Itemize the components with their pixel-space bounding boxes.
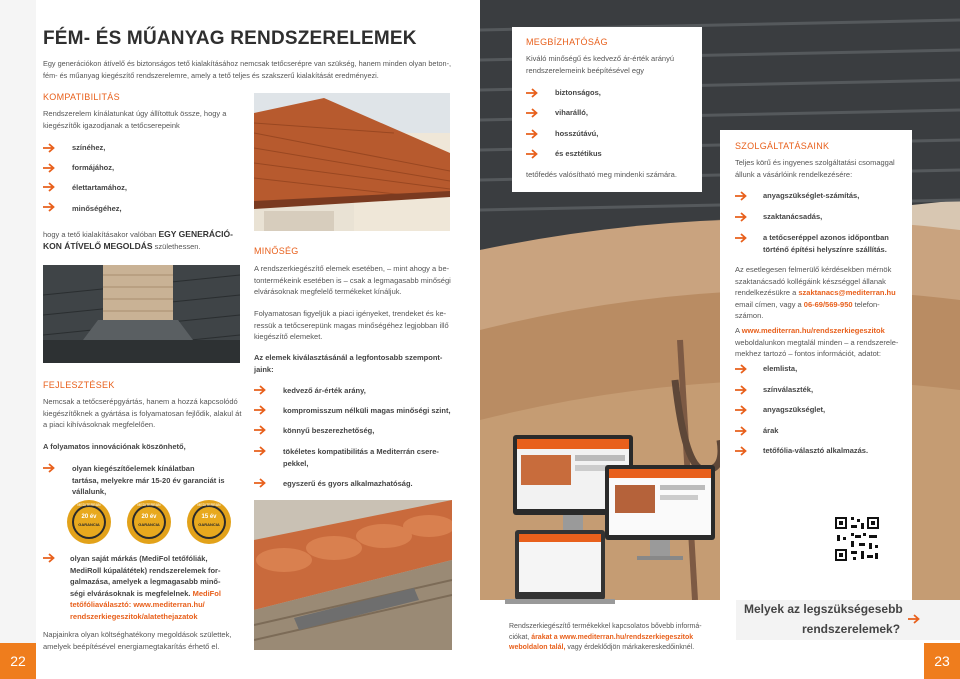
- szolg-p1: Az esetlegesen felmerülő kérdésekben mérnök szaktanácsadó kollégáink készséggel állanak rendelkezésükre a szaktanacs@mediterran.hu email címen, vagy a 06-69/569-950 telefon- számon.: [735, 265, 896, 320]
- list-item: tökéletes kompatibilitás a Mediterrán csere- pekkel,: [283, 447, 439, 468]
- cta-box[interactable]: [736, 600, 960, 640]
- arrow-icon: [43, 463, 55, 473]
- megb-panel: [512, 27, 702, 192]
- arrow-icon: [735, 212, 747, 222]
- szolg-text: Teljes körű és ingyenes szolgáltatási csomaggal állunk a vásárlóink rendelkezésére:: [735, 158, 895, 179]
- fejl-item-1: olyan kiegészítőelemek kínálatban tartása, melyekre már 15-20 év garanciát is vállalunk,: [72, 464, 225, 496]
- arrow-icon: [43, 553, 55, 563]
- qr-code[interactable]: [833, 515, 881, 563]
- arrow-icon: [43, 143, 55, 153]
- badge-ring: MEDITERRÁN: [77, 503, 101, 507]
- page-title: FÉM- ÉS MŰANYAG RENDSZERELEMEK: [43, 28, 417, 49]
- list-item: biztonságos,: [555, 88, 601, 97]
- chimney-photo: [43, 265, 240, 363]
- list-item: formájához,: [72, 163, 115, 172]
- szolg-p2: A www.mediterran.hu/rendszerkiegeszitok weboldalunkon megtalál minden – a rendszerele- mekhez tartozó – fontos információt, adatot:: [735, 326, 899, 358]
- megb-heading: MEGBÍZHATÓSÁG: [526, 37, 608, 47]
- arrow-icon: [254, 478, 266, 488]
- list-item: viharálló,: [555, 108, 588, 117]
- minoseg-heading: MINŐSÉG: [254, 246, 299, 256]
- phone-link[interactable]: 06-69/569-950: [803, 299, 853, 309]
- megb-text: Kiváló minőségű és kedvező ár-érték arányú rendszerelemeink beépítésével egy: [526, 54, 674, 75]
- list-item: tetőfólia-választó alkalmazás.: [763, 446, 869, 455]
- page-number-right: 23: [924, 643, 960, 679]
- arrow-icon: [735, 405, 747, 415]
- page-number-left: 22: [0, 643, 36, 679]
- minoseg-lead: Az elemek kiválasztásánál a legfontosabb szempont- jaink:: [254, 353, 443, 374]
- arrow-icon: [43, 182, 55, 192]
- list-item: és esztétikus: [555, 149, 602, 158]
- badge-years: 15 év: [201, 514, 217, 520]
- guarantee-badge: [186, 499, 232, 545]
- devices-mockup: [505, 425, 725, 610]
- badge-years: 20 év: [141, 514, 157, 520]
- kompat-text: Rendszerelem kínálatunkat úgy állítottuk össze, hogy a kiegészítők igazodjanak a tetőcserepeink: [43, 109, 227, 130]
- list-item: hosszútávú,: [555, 129, 599, 138]
- cta-arrow-icon: [908, 614, 920, 624]
- cta-line-2: rendszerelemek?: [802, 622, 901, 636]
- arrow-icon: [526, 108, 538, 118]
- list-item: minőségéhez,: [72, 204, 122, 213]
- guarantee-badge: [66, 499, 112, 545]
- ridge-photo: [254, 500, 452, 650]
- badge-word: GARANCIA: [198, 522, 220, 527]
- arrow-icon: [43, 202, 55, 212]
- badge-ring: MEDITERRÁN: [137, 503, 161, 507]
- arrow-icon: [735, 426, 747, 436]
- kompat-heading: KOMPATIBILITÁS: [43, 92, 120, 102]
- list-item: elemlista,: [763, 364, 798, 373]
- list-item: anyagszükséglet-számítás,: [763, 191, 860, 200]
- intro-text: Egy generációkon átívelő és biztonságos tető kialakításához nemcsak tetőcserépre van szükség, hanem minden olyan beton-, fém- és műanyag kiegészítő rendszerelemre, amely a tető teljes és szakszerű kialakítását eredményezi.: [43, 59, 452, 80]
- fejl-item-2: olyan saját márkás (MediFol tetőfóliák, MediRoll kúpalátétek) rendszerelemek for- galmazása, amelyek a legmagasabb minő- ségi elvárásoknak is megfelelnek. MediFol tetőfóliaválasztó: www.mediterran.hu/ rendszerkiegeszitok/alatethejazatok: [70, 554, 221, 621]
- arrow-icon: [254, 446, 266, 456]
- arrow-icon: [43, 163, 55, 173]
- roof-tiles-photo: [254, 93, 450, 231]
- list-item: a tetőcseréppel azonos időpontban történő építési helyszínre szállítás.: [763, 233, 889, 254]
- badge-word: GARANCIA: [138, 522, 160, 527]
- arrow-icon: [735, 446, 747, 456]
- list-item: árak: [763, 426, 779, 435]
- list-item: egyszerű és gyors alkalmazhatóság.: [283, 479, 413, 488]
- fejl-lead: A folyamatos innovációnak köszönhető,: [43, 442, 186, 451]
- megb-closing: tetőfedés valósítható meg mindenki számára.: [526, 170, 677, 179]
- fejl-heading: FEJLESZTÉSEK: [43, 380, 115, 390]
- arrow-icon: [254, 405, 266, 415]
- badge-word: GARANCIA: [78, 522, 100, 527]
- arrow-icon: [254, 425, 266, 435]
- list-item: kedvező ár-érték arány,: [283, 386, 366, 395]
- fejl-text: Nemcsak a tetőcserépgyártás, hanem a hozzá kapcsolódó kiegészítőknek a gyártása is folyamatosan fejlődik, alakul át a piaci kihívásoknak megfelelően.: [43, 397, 242, 429]
- arrow-icon: [735, 385, 747, 395]
- arrow-icon: [254, 385, 266, 395]
- guarantee-badge: [126, 499, 172, 545]
- szolg-heading: SZOLGÁLTATÁSAINK: [735, 141, 830, 151]
- fejl-closing: Napjainkra olyan költséghatékony megoldások születtek, amelyek beépítésével energiamegtakarítás érhető el.: [43, 630, 232, 651]
- left-accent-bar: [0, 0, 36, 679]
- arrow-icon: [735, 364, 747, 374]
- list-item: kompromisszum nélküli magas minőségi szint,: [283, 406, 451, 415]
- arrow-icon: [526, 149, 538, 159]
- badge-ring: MEDITERRÁN: [197, 503, 221, 507]
- list-item: színéhez,: [72, 143, 106, 152]
- list-item: anyagszükséglet,: [763, 405, 826, 414]
- arrow-icon: [526, 88, 538, 98]
- list-item: könnyű beszerezhetőség,: [283, 426, 375, 435]
- list-item: szaktanácsadás,: [763, 212, 823, 221]
- arrow-icon: [526, 129, 538, 139]
- cta-line-1: Melyek az legszükségesebb: [744, 602, 903, 616]
- arrow-icon: [735, 233, 747, 243]
- email-link[interactable]: szaktanacs@mediterran.hu: [798, 288, 896, 297]
- badge-years: 20 év: [81, 514, 97, 520]
- arrow-icon: [735, 191, 747, 201]
- kompat-after: hogy a tető kialakításakor valóban EGY GENERÁCIÓ- KON ÁTÍVELŐ MEGOLDÁS születhessen.: [43, 229, 233, 251]
- website-link[interactable]: www.mediterran.hu/rendszerkiegeszitok: [741, 326, 885, 335]
- list-item: élettartamához,: [72, 183, 128, 192]
- web-caption: Rendszerkiegészítő termékekkel kapcsolatos bővebb informá- ciókat, árakat a www.mediterran.hu/rendszerkiegeszitok weboldalon talál, vagy érdeklődjön márkakereskedőinknél.: [509, 623, 702, 651]
- minoseg-p1: A rendszerkiegészítő elemek esetében, – mint ahogy a be- tontermékeink esetében is – csak a legmagasabb minőségi elvárásoknak megfelelő termékeket kínáljuk.: [254, 264, 451, 296]
- list-item: színválaszték,: [763, 385, 814, 394]
- minoseg-p2: Folyamatosan figyeljük a piaci igényeket, trendeket és ke- ressük a tetőcserepünk magas minőségéhez legjobban illő kiegészítő elemeket.: [254, 309, 449, 341]
